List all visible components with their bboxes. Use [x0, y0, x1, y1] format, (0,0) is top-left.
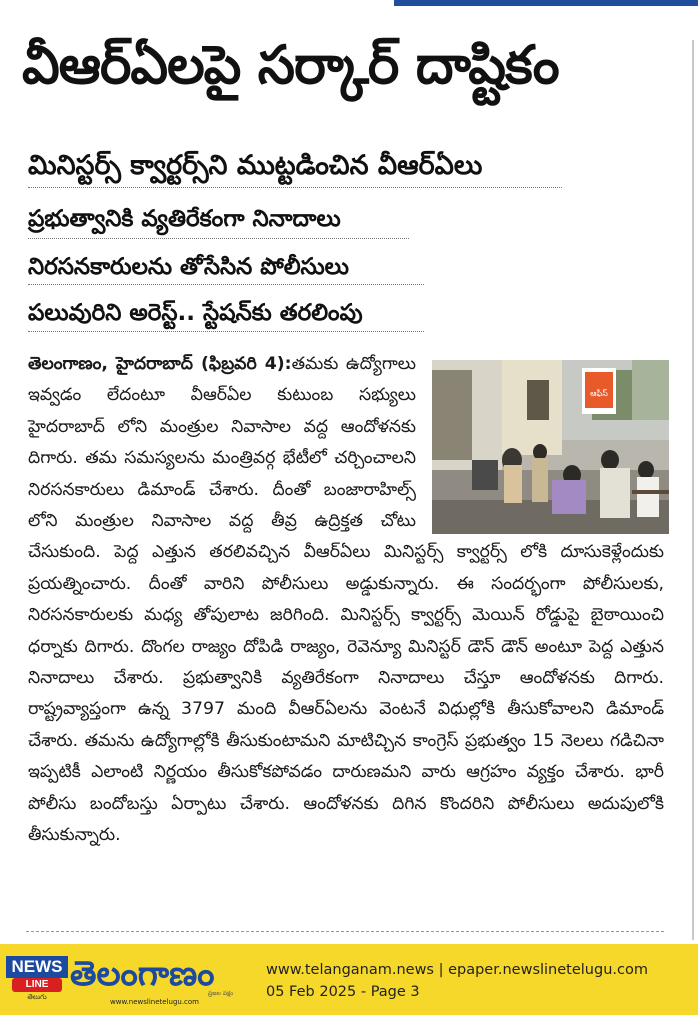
subhead-divider	[28, 331, 424, 332]
article-dateline: తెలంగాణం, హైదరాబాద్ (ఫిబ్రవరి 4):	[28, 354, 292, 374]
subhead-divider	[28, 284, 424, 285]
brand-tagline: ప్రజల పక్షం	[208, 990, 234, 997]
footer-bar	[0, 944, 698, 1015]
subhead-2: ప్రభుత్వానికి వ్యతిరేకంగా నినాదాలు	[28, 206, 341, 232]
logo-news-text: NEWS	[6, 956, 68, 978]
logo-telugu-text: తెలుగు	[27, 993, 47, 1001]
photo-signboard-text: ఆఫీస్	[590, 389, 608, 398]
photo-space	[416, 349, 664, 537]
subhead-divider	[28, 187, 562, 188]
headline: వీఆర్ఏలపై సర్కార్ దాష్టికం	[22, 35, 559, 96]
subhead-divider	[28, 238, 409, 239]
top-accent-bar	[394, 0, 698, 6]
brand-url: www.newslinetelugu.com	[110, 998, 199, 1006]
footer-divider	[26, 931, 664, 932]
subhead-3: నిరసనకారులను తోసేసిన పోలీసులు	[28, 254, 349, 280]
column-divider	[692, 40, 694, 940]
article-text: తమకు ఉద్యోగాలు ఇవ్వడం లేదంటూ వీఆర్ఏల కుటుంబ సభ్యులు హైదరాబాద్ లోని మంత్రుల నివాసాల వద్ద ఆందోళనకు దిగారు. తమ సమస్యలను మంత్రివర్గ భేటీలో చర్చించాలని నిరసనకారులు డిమాండ్ చేశారు. దీంతో బంజారాహిల్స్ లోని మంత్రుల నివాసాల వద్ద తీవ్ర ఉద్రిక్తత చోటు చేసుకుంది. పెద్ద ఎత్తున తరలివచ్చిన వీఆర్ఏలు మినిస్టర్స్ క్వార్టర్స్ లోకి దూసుకెళ్లేందుకు ప్రయత్నించారు. దీంతో వారిని పోలీసులు అడ్డుకున్నారు. ఈ సందర్భంగా పోలీసులకు, నిరసనకారులకు మధ్య తోపులాట జరిగింది. మినిస్టర్స్ క్వార్టర్స్ మెయిన్ రోడ్డుపై బైఠాయించి ధర్నాకు దిగారు. దొంగల రాజ్యం దోపిడి రాజ్యం, రెవెన్యూ మినిస్టర్ డౌన్ డౌన్ అంటూ పెద్ద ఎత్తున నినాదాలు చేశారు. ప్రభుత్వానికి వ్యతిరేకంగా నినాదాలు చేస్తూ ఆందోళనకు దిగారు. రాష్ట్రవ్యాప్తంగా ఉన్న 3797 మంది వీఆర్ఏలను వెంటనే విధుల్లోకి తీసుకోవాలని డిమాండ్ చేశారు. తమను ఉద్యోగాల్లోకి తీసుకుంటామని మాటిచ్చిన కాంగ్రెస్ ప్రభుత్వం 15 నెలలు గడిచినా ఇప్పటికీ ఎలాంటి నిర్ణయం తీసుకోకపోవడం దారుణమని వారు ఆగ్రహం వ్యక్తం చేశారు. భారీ పోలీసు బందోబస్తు ఏర్పాటు చేశారు. ఆందోళనకు దిగిన కొందరిని పోలీసులు అదుపులోకి తీసుకున్నారు.	[28, 354, 664, 846]
article-body	[28, 349, 664, 852]
newsline-logo	[6, 956, 68, 1000]
footer-date-page: 05 Feb 2025 - Page 3	[266, 984, 420, 1000]
subhead-1: మినిస్టర్స్ క్వార్టర్స్‌ని ముట్టడించిన వీఆర్ఏలు	[28, 150, 483, 181]
logo-line-text: LINE	[12, 978, 62, 992]
footer-links[interactable]: www.telanganam.news | epaper.newslinetelugu.com	[266, 962, 648, 978]
subhead-4: పలువురిని అరెస్ట్.. స్టేషన్‌కు తరలింపు	[28, 300, 363, 326]
telanganam-brand: తెలంగాణం	[70, 954, 215, 994]
